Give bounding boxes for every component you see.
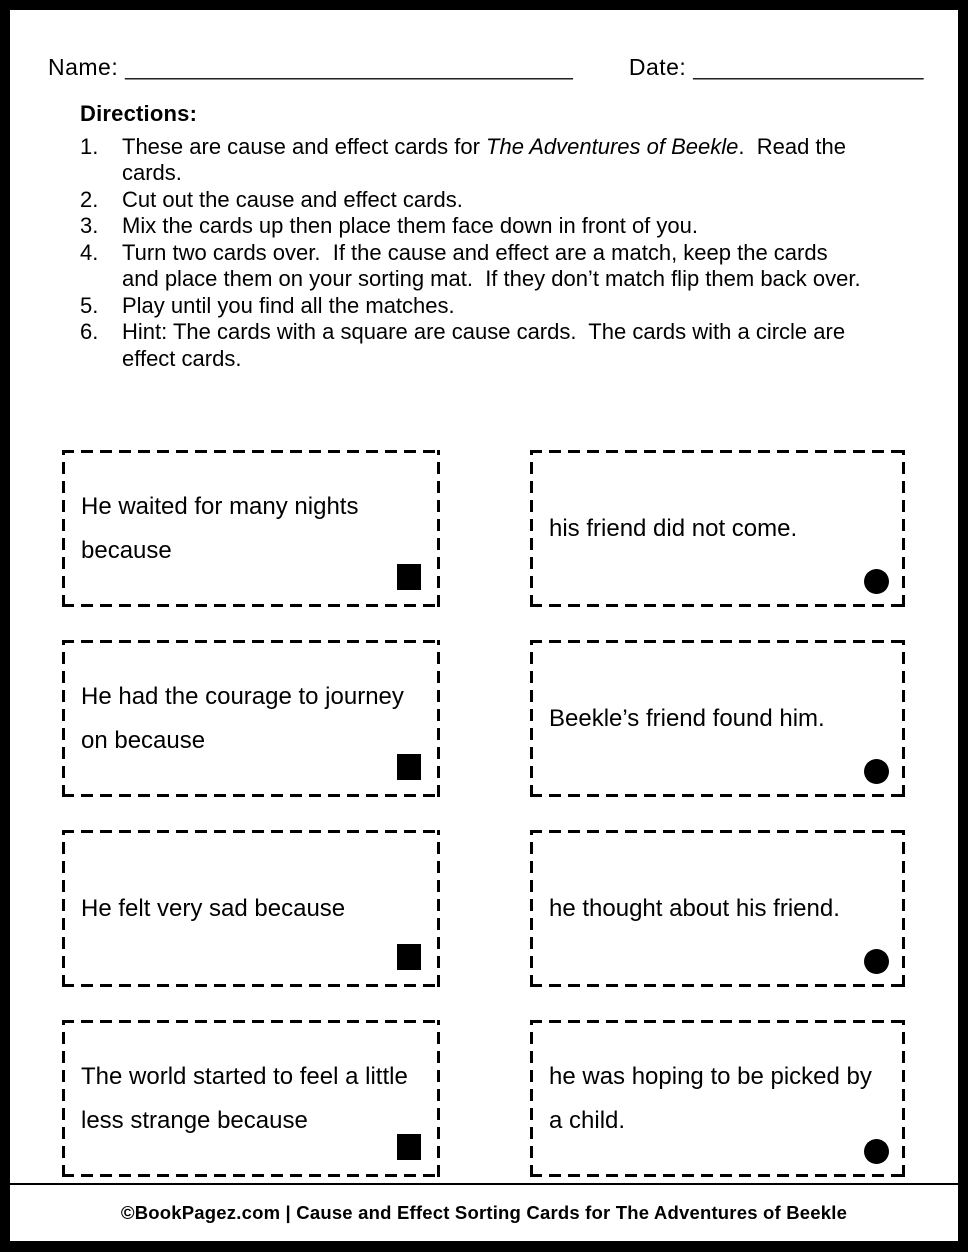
effect-card <box>530 830 905 987</box>
direction-text-segment: Hint: The cards with a square are cause cards. The cards with a circle are effect cards. <box>122 319 852 371</box>
direction-item-number: 3. <box>80 213 99 238</box>
cause-card <box>62 830 440 987</box>
direction-text-segment: Turn two cards over. If the cause and effect are a match, keep the cards and place them on your sorting mat. If they don’t match flip them back over. <box>122 239 861 291</box>
footer-credit: ©BookPagez.com | Cause and Effect Sorting Cards for The Adventures of Beekle <box>120 1202 848 1223</box>
effect-card <box>530 640 905 797</box>
cause-square-icon <box>397 1134 421 1160</box>
card-text: He waited for many nights because <box>81 492 366 564</box>
directions-list <box>80 134 898 373</box>
sorting-cards-grid <box>62 450 905 1177</box>
date-label: Date: <box>628 54 694 80</box>
direction-item-number: 6. <box>80 319 99 344</box>
direction-item-number: 2. <box>80 186 99 212</box>
footer-bar <box>10 1183 958 1241</box>
directions-title: Directions: <box>80 101 198 126</box>
cause-square-icon <box>397 944 421 970</box>
effect-circle-icon <box>864 569 889 594</box>
date-blank-line: __________________ <box>693 54 924 80</box>
effect-circle-icon <box>864 949 889 974</box>
card-text: he thought about his friend. <box>549 894 840 922</box>
card-text: Beekle’s friend found him. <box>549 704 825 732</box>
directions-section <box>80 101 898 372</box>
card-text: He felt very sad because <box>81 894 346 922</box>
direction-text-segment: . Read the cards. <box>122 133 853 185</box>
name-label: Name: <box>48 54 126 80</box>
direction-item-text <box>122 213 867 240</box>
effect-card <box>530 450 905 607</box>
direction-text-segment: Cut out the cause and effect cards. <box>122 186 463 212</box>
direction-item-number: 1. <box>80 133 99 159</box>
direction-item-text <box>122 293 867 320</box>
direction-text-segment: Play until you find all the matches. <box>122 292 455 318</box>
direction-item <box>80 213 898 240</box>
card-text: he was hoping to be picked by a child. <box>549 1062 879 1134</box>
direction-item-text <box>122 134 867 187</box>
card-text: his friend did not come. <box>549 514 798 542</box>
direction-item-number: 4. <box>80 239 99 265</box>
name-blank-line: ___________________________________ <box>125 54 573 80</box>
cause-card <box>62 640 440 797</box>
cause-card <box>62 1020 440 1177</box>
direction-item <box>80 319 898 372</box>
worksheet-content <box>10 10 958 1183</box>
effect-card <box>530 1020 905 1177</box>
direction-text-segment: Mix the cards up then place them face down in front of you. <box>122 213 698 238</box>
direction-item <box>80 187 898 214</box>
cause-square-icon <box>397 754 421 780</box>
direction-item <box>80 293 898 320</box>
card-text: He had the courage to journey on because <box>81 682 411 754</box>
card-text: The world started to feel a little less strange because <box>81 1062 415 1134</box>
name-date-row <box>48 54 928 81</box>
effect-circle-icon <box>864 1139 889 1164</box>
direction-item-text <box>122 187 867 214</box>
direction-item <box>80 134 898 187</box>
direction-item-number: 5. <box>80 292 99 318</box>
effect-circle-icon <box>864 759 889 784</box>
direction-item <box>80 240 898 293</box>
direction-item-text <box>122 240 867 293</box>
cause-square-icon <box>397 564 421 590</box>
book-title-italic: The Adventures of Beekle <box>486 133 739 159</box>
cause-card <box>62 450 440 607</box>
direction-item-text <box>122 319 867 372</box>
direction-text-segment: These are cause and effect cards for <box>122 133 487 159</box>
